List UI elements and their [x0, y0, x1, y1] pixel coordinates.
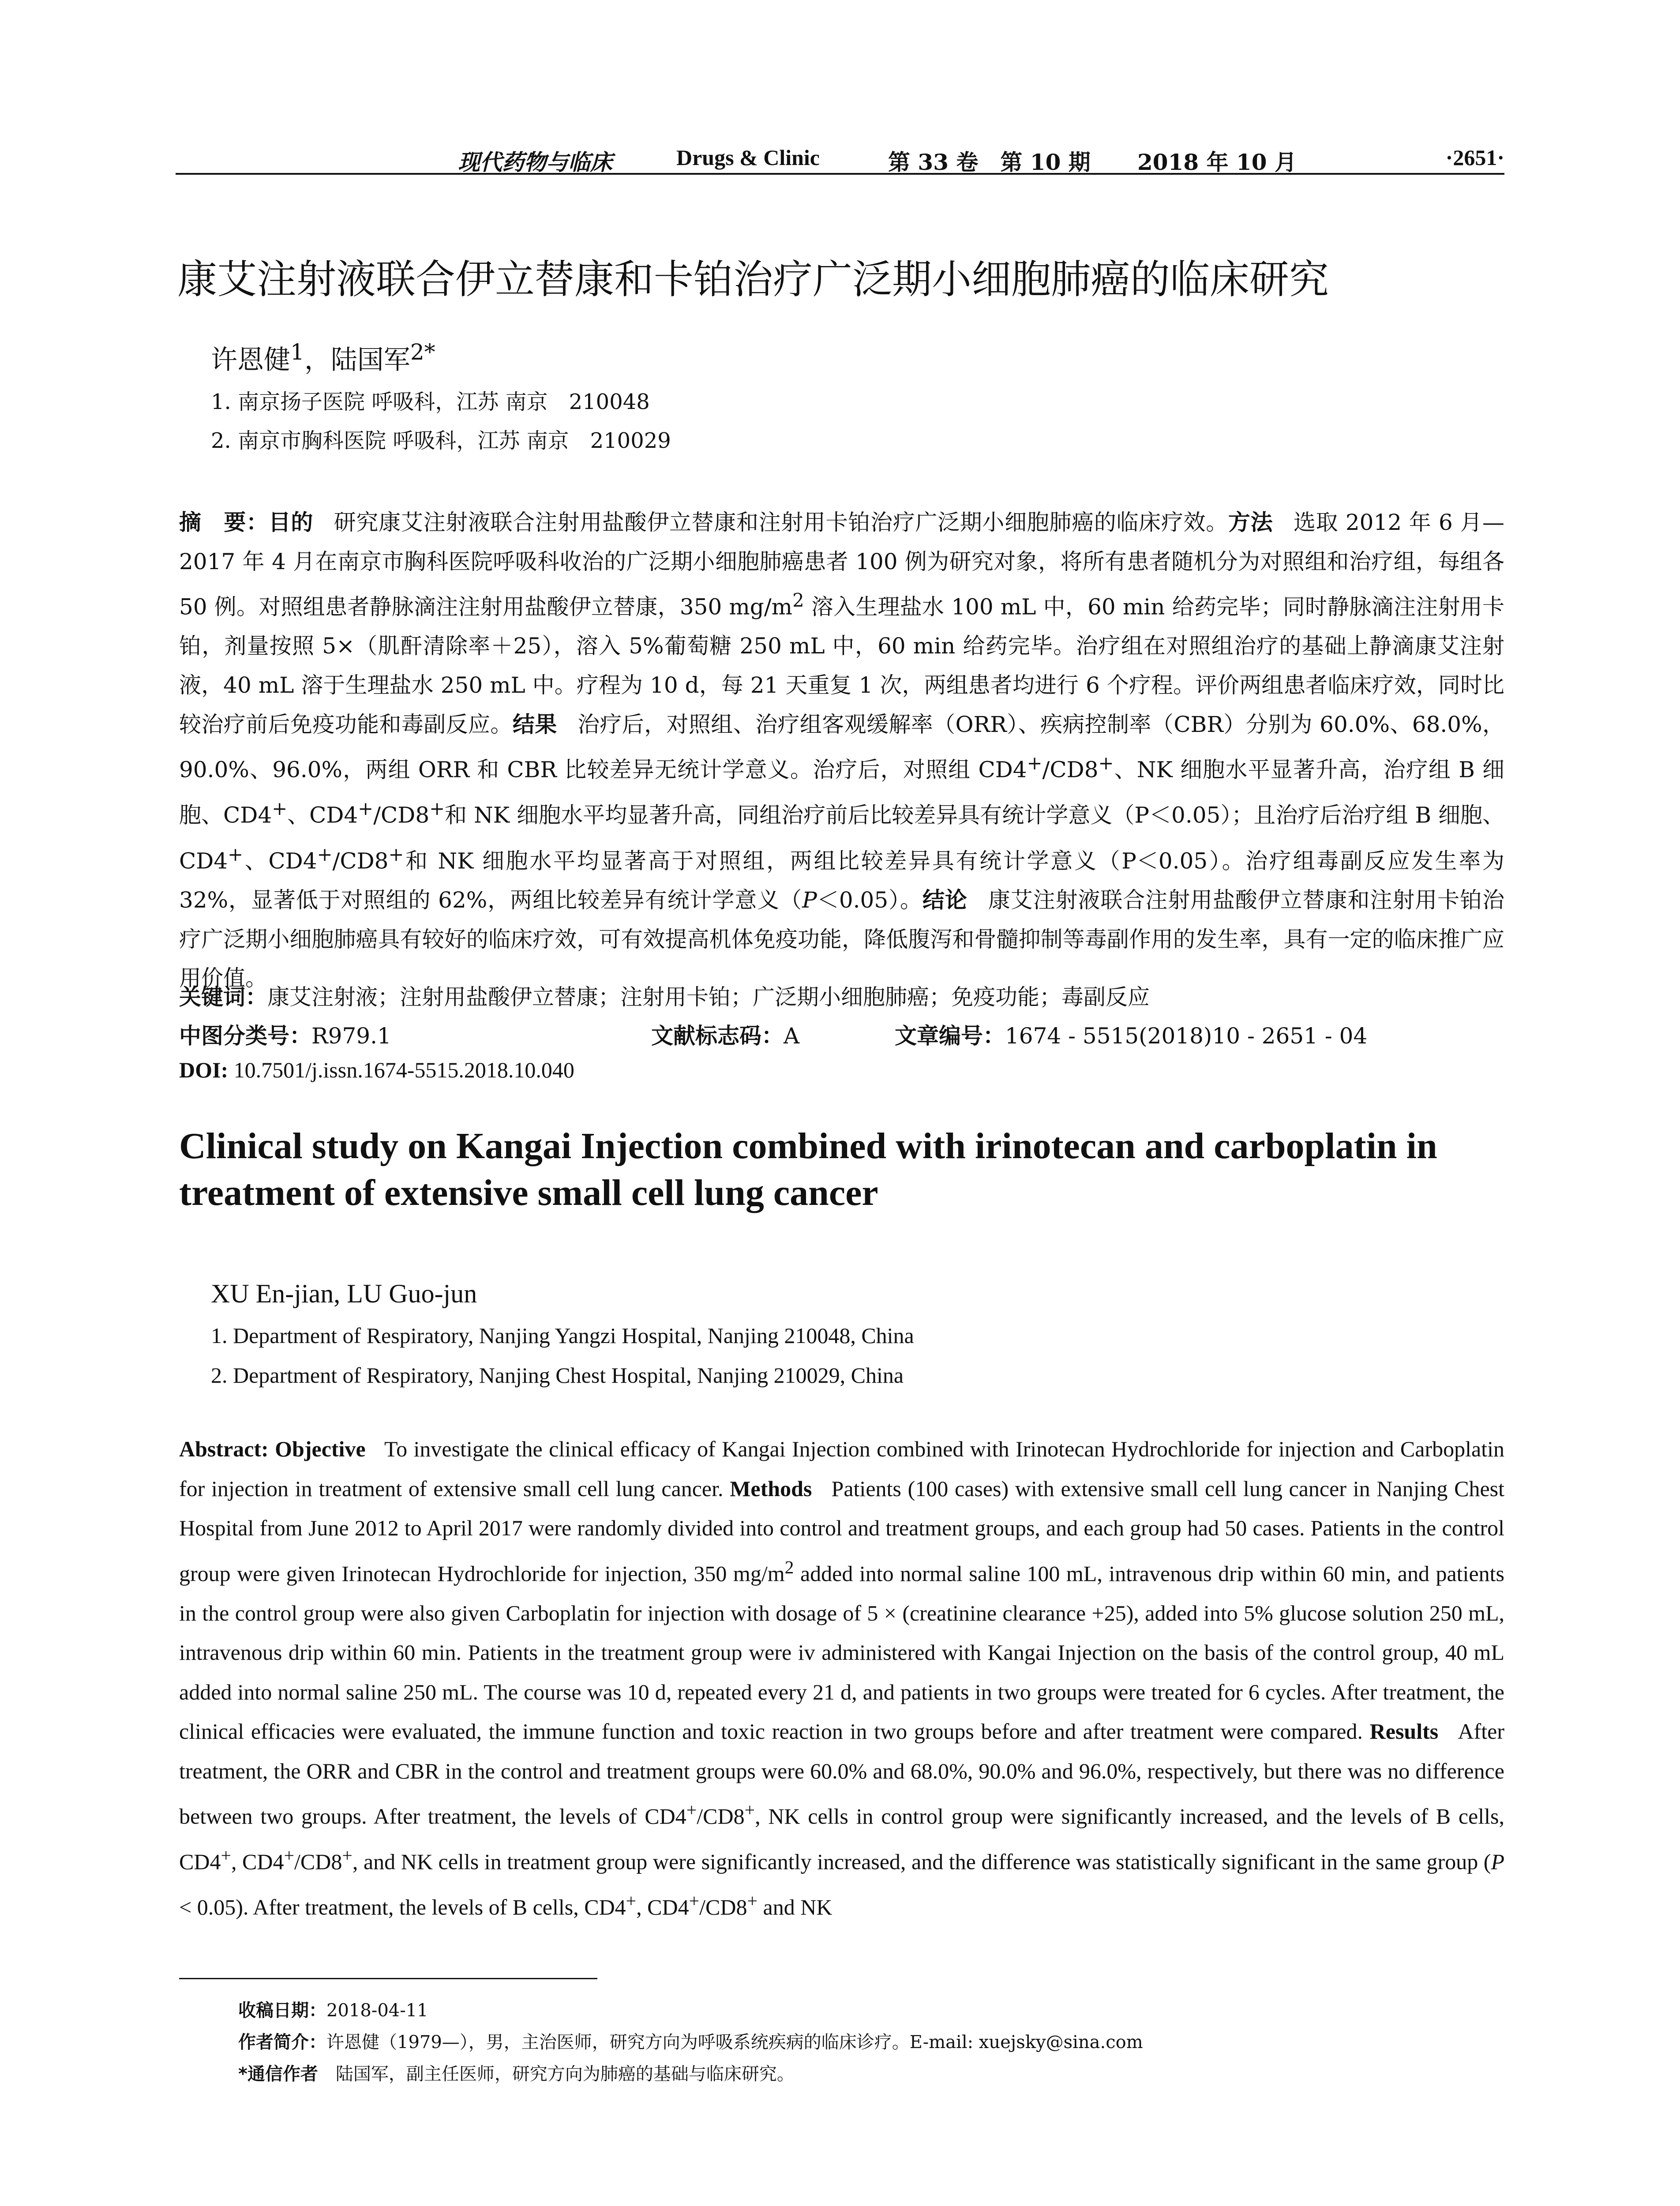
- results-text: /CD8: [697, 1804, 745, 1829]
- superscript: +: [1027, 752, 1042, 774]
- superscript: +: [744, 1800, 755, 1821]
- keywords-text: 康艾注射液；注射用盐酸伊立替康；注射用卡铂；广泛期小细胞肺癌；免疫功能；毒副反应: [267, 984, 1150, 1010]
- methods-label: 方法: [1228, 510, 1273, 535]
- doi-label: DOI:: [179, 1058, 229, 1082]
- superscript: +: [626, 1891, 637, 1912]
- results-text: 、CD4: [287, 803, 358, 829]
- methods-text: 选取 2012 年 6 月—2017 年 4 月在南京市胸科医院呼吸科收治的广泛期小细胞肺癌患者 100 例为研究对象，将所有患者随机分为对照组和治疗组，每组各 50 例。对照组患者静脉滴注注射用盐酸伊立替康，350 mg/m: [179, 510, 1505, 620]
- results-text: /CD8: [1042, 757, 1099, 783]
- superscript: +: [388, 843, 404, 865]
- doi-line: [179, 1057, 574, 1083]
- article-number-label: 文章编号：: [895, 1023, 1005, 1049]
- clc-label: 中图分类号：: [179, 1023, 311, 1049]
- objective-text: To investigate the clinical efficacy of Kangai Injection combined with Irinotecan Hydrochloride for injection and Carboplatin for injection in treatment of extensive small cell lung cancer.: [179, 1437, 1504, 1501]
- article-number: [895, 1018, 1367, 1050]
- methods-label: Methods: [730, 1476, 812, 1501]
- objective-label: Objective: [275, 1437, 366, 1461]
- author-name: 许恩健: [211, 345, 290, 375]
- superscript: +: [1098, 752, 1114, 774]
- results-label: Results: [1369, 1719, 1439, 1744]
- superscript: +: [358, 798, 374, 820]
- results-text: < 0.05). After treatment, the levels of B cells, CD4: [179, 1895, 626, 1920]
- results-text: , CD4: [636, 1895, 689, 1920]
- objective-text: 研究康艾注射液联合注射用盐酸伊立替康和注射用卡铂治疗广泛期小细胞肺癌的临床疗效。: [334, 510, 1228, 535]
- clc-value: R979.1: [311, 1023, 391, 1049]
- results-text: ＜0.05）。: [817, 887, 922, 913]
- results-text: 和 NK 细胞水平均显著高于对照组，两组比较差异具有统计学意义（P＜0.05）。治疗组毒副反应发生率为 32%，显著低于对照组的 62%，两组比较差异有统计学意义（: [179, 848, 1505, 913]
- volume-issue: 第 33 卷 第 10 期: [888, 149, 1091, 175]
- doc-code-value: A: [784, 1023, 800, 1049]
- results-text: After treatment, the ORR and CBR in the control and treatment groups were 60.0% and 68.0%, 90.0% and 96.0%, respectively, but there was no difference between two groups. After treatment, the levels of CD4: [179, 1719, 1504, 1829]
- author-name: 陆国军: [330, 345, 410, 375]
- results-text: and NK: [758, 1895, 832, 1920]
- p-value-symbol: P: [1491, 1849, 1504, 1874]
- english-abstract: [179, 1429, 1504, 1928]
- results-text: /CD8: [373, 803, 430, 829]
- superscript: +: [284, 1846, 295, 1866]
- english-affiliation-2: 2. Department of Respiratory, Nanjing Chest Hospital, Nanjing 210029, China: [211, 1363, 904, 1388]
- results-text: 治疗后，对照组、治疗组客观缓解率（ORR）、疾病控制率（CBR）分别为 60.0%、68.0%，90.0%、96.0%，两组 ORR 和 CBR 比较差异无统计学意义。治疗后，对照组 CD4: [179, 711, 1505, 783]
- superscript: +: [317, 843, 333, 865]
- conclusion-label: 结论: [922, 887, 968, 913]
- author-affil-mark: 2*: [410, 339, 435, 365]
- footnote-divider: [179, 1978, 597, 1979]
- bio-label: 作者简介：: [238, 2032, 326, 2052]
- issue-date: 2018 年 10 月: [1137, 149, 1297, 175]
- received-value: 2018-04-11: [326, 2000, 428, 2021]
- received-label: 收稿日期：: [238, 2000, 326, 2021]
- results-text: 、CD4: [243, 848, 317, 874]
- chinese-title: 康艾注射液联合伊立替康和卡铂治疗广泛期小细胞肺癌的临床研究: [177, 256, 1329, 303]
- methods-text: Patients (100 cases) with extensive small cell lung cancer in Nanjing Chest Hospital from June 2012 to April 2017 were randomly divided into control and treatment groups, and each group had 50 cases. Patients in the control group were given Irinotecan Hydrochloride for injection, 350 mg/m: [179, 1476, 1505, 1586]
- doc-code: [651, 1018, 799, 1050]
- running-header: [176, 140, 1504, 175]
- results-text: /CD8: [332, 848, 389, 874]
- chinese-affiliation-1: 1. 南京扬子医院 呼吸科，江苏 南京 210048: [211, 390, 650, 414]
- superscript: +: [747, 1891, 758, 1912]
- journal-name-en: Drugs & Clinic: [676, 145, 820, 170]
- corresponding-text: 陆国军，副主任医师，研究方向为肺癌的基础与临床研究。: [318, 2064, 795, 2084]
- superscript: 2: [784, 1557, 794, 1578]
- keywords-label: 关键词：: [179, 984, 267, 1010]
- doi-value: 10.7501/j.issn.1674-5515.2018.10.040: [228, 1058, 574, 1082]
- chinese-abstract: [179, 503, 1504, 998]
- results-text: 、NK 细胞水平显著升高，治疗组 B 细胞、CD4: [179, 757, 1505, 829]
- superscript: +: [272, 798, 288, 820]
- methods-text: 溶入生理盐水 100 mL 中，60 min 给药完毕；同时静脉滴注注射用卡铂，剂量按照 5×（肌酐清除率＋25），溶入 5%葡萄糖 250 mL 中，60 min 给药完毕。治疗组在对照组治疗的基础上静滴康艾注射液，40 mL 溶于生理盐水 250 mL 中。疗程为 10 d，每 21 天重复 1 次，两组患者均进行 6 个疗程。评价两组患者临床疗效，同时比较治疗前后免疫功能和毒副反应。: [179, 594, 1504, 737]
- superscript: +: [689, 1891, 700, 1912]
- results-text: , NK cells in control group were significantly increased, and the levels of B cells, CD4: [179, 1804, 1504, 1874]
- keywords-line: [179, 979, 1150, 1011]
- classification-line: [179, 1018, 1503, 1050]
- author-separator: ，: [304, 345, 331, 375]
- results-text: /CD8: [699, 1895, 747, 1920]
- page-number: ·2651·: [1445, 145, 1504, 170]
- superscript: +: [228, 843, 244, 865]
- author-bio-note: [238, 2028, 1143, 2053]
- results-text: , and NK cells in treatment group were significantly increased, and the difference was statistically significant in the same group (: [352, 1849, 1491, 1874]
- journal-name-cn: 现代药物与临床: [458, 149, 612, 175]
- chinese-authors: [211, 339, 435, 377]
- doc-code-label: 文献标志码：: [651, 1023, 784, 1049]
- objective-label: 目的: [268, 510, 314, 535]
- received-date-note: [238, 1996, 428, 2022]
- article-number-value: 1674 - 5515(2018)10 - 2651 - 04: [1005, 1023, 1368, 1049]
- superscript: +: [342, 1846, 352, 1866]
- results-text: /CD8: [294, 1849, 342, 1874]
- results-text: , CD4: [231, 1849, 284, 1874]
- corresponding-label: *通信作者: [238, 2064, 318, 2084]
- results-label: 结果: [512, 711, 557, 737]
- conclusion-text: 康艾注射液联合注射用盐酸伊立替康和注射用卡铂治疗广泛期小细胞肺癌具有较好的临床疗效，可有效提高机体免疫功能，降低腹泻和骨髓抑制等毒副作用的发生率，具有一定的临床推广应用价值。: [179, 887, 1505, 991]
- english-title: Clinical study on Kangai Injection combined with irinotecan and carboplatin in treatment of extensive small cell lung cancer: [179, 1126, 1437, 1213]
- superscript: +: [686, 1800, 697, 1821]
- methods-text: added into normal saline 100 mL, intravenous drip within 60 min, and patients in the control group were also given Carboplatin for injection with dosage of 5 × (creatinine clearance +25), added into 5% glucose solution 250 mL, intravenous drip within 60 min. Patients in the treatment group were iv administered with Kangai Injection on the basis of the control group, 40 mL added into normal saline 250 mL. The course was 10 d, repeated every 21 d, and patients in two groups were treated for 6 cycles. After treatment, the clinical efficacies were evaluated, the immune function and toxic reaction in two groups before and after treatment were compared.: [179, 1561, 1504, 1744]
- p-value-symbol: P: [802, 887, 817, 913]
- chinese-affiliation-2: 2. 南京市胸科医院 呼吸科，江苏 南京 210029: [211, 428, 671, 453]
- results-text: 和 NK 细胞水平均显著升高，同组治疗前后比较差异具有统计学意义（P＜0.05）；且治疗后治疗组 B 细胞、CD4: [179, 803, 1505, 874]
- superscript: +: [429, 798, 445, 820]
- english-affiliation-1: 1. Department of Respiratory, Nanjing Yangzi Hospital, Nanjing 210048, China: [211, 1323, 914, 1348]
- corresponding-author-note: [238, 2060, 795, 2085]
- abstract-label: 摘 要：: [179, 510, 269, 535]
- abstract-label: Abstract:: [179, 1437, 269, 1461]
- author-affil-mark: 1: [290, 339, 304, 365]
- superscript: 2: [792, 589, 804, 612]
- superscript: +: [221, 1846, 231, 1866]
- bio-text: 许恩健（1979—），男，主治医师，研究方向为呼吸系统疾病的临床诊疗。E-mail: xuejsky@sina.com: [326, 2032, 1143, 2052]
- english-authors: XU En-jian, LU Guo-jun: [211, 1279, 477, 1308]
